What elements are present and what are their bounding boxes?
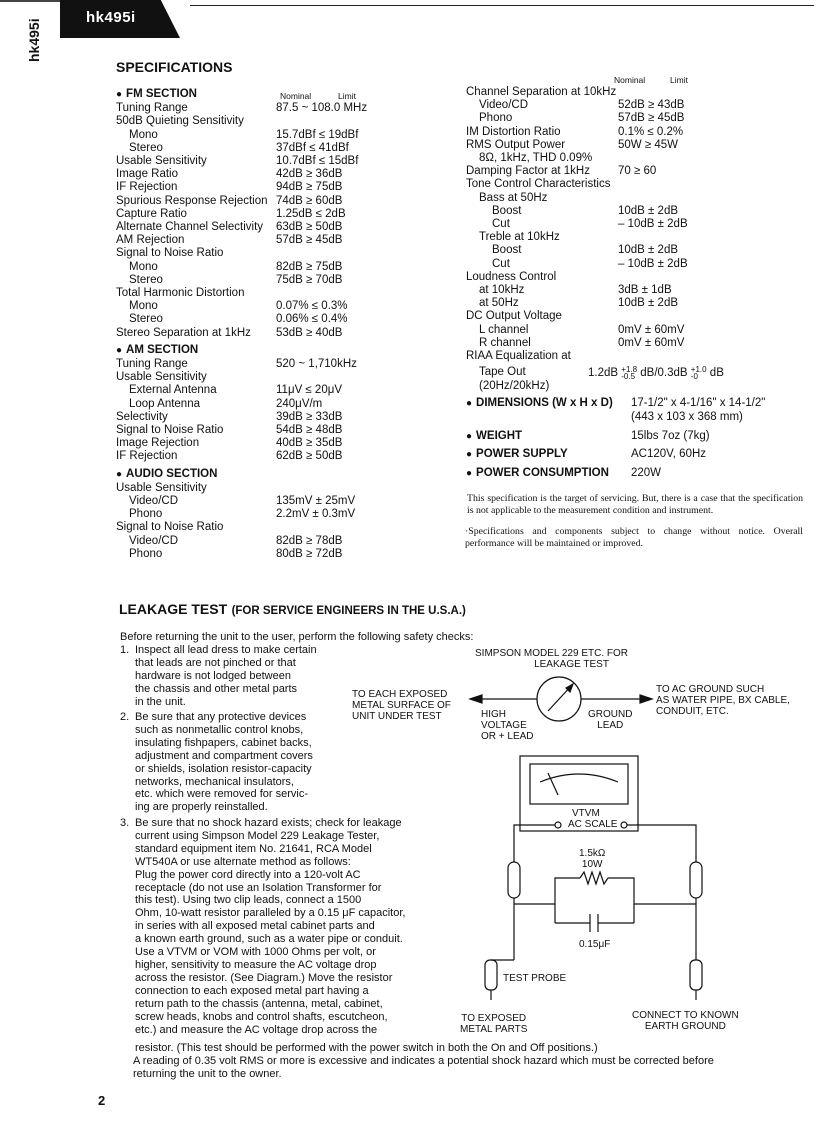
to-exposed-parts-label: TO EXPOSED METAL PARTS	[460, 1013, 528, 1035]
riaa-range: (20Hz/20kHz)	[479, 380, 550, 392]
riaa-v2-unit: dB	[709, 367, 724, 380]
fm-row-11-label: Signal to Noise Ratio	[116, 247, 224, 260]
riaa-v1-unit: dB/0.3dB	[640, 367, 688, 380]
leakage-title: LEAKAGE TEST	[119, 601, 228, 617]
right-row-18-label: L channel	[479, 323, 529, 336]
item3-line: current using Simpson Model 229 Leakage Tester,	[135, 829, 380, 842]
right-row-4-value: 50W ≥ 45W	[618, 138, 678, 151]
fm-row-5-value: 42dB ≥ 36dB	[276, 168, 343, 181]
fm-row-8-value: 1.25dB ≤ 2dB	[276, 207, 346, 220]
right-row-1-value: 52dB ≥ 43dB	[618, 99, 685, 112]
capacitor-label: 0.15μF	[579, 939, 611, 950]
leakage-conclusion	[135, 1042, 714, 1081]
right-row-3-label: IM Distortion Ratio	[466, 125, 561, 138]
power-consumption-label: ● POWER CONSUMPTION	[466, 467, 609, 480]
connect-earth-ground-label: CONNECT TO KNOWN EARTH GROUND	[632, 1010, 739, 1032]
tail-line: A reading of 0.35 volt RMS or more is excessive and indicates a potential shock hazard which must be corrected before	[133, 1054, 714, 1067]
audio-row-5-value: 80dB ≥ 72dB	[276, 547, 343, 560]
side-model-label: hk495i	[26, 18, 42, 62]
dimensions-label: ● DIMENSIONS (W x H x D)	[466, 397, 613, 410]
item2-number: 2.	[120, 711, 130, 723]
fm-row-4-value: 10.7dBf ≤ 15dBf	[276, 155, 359, 167]
right-row-9-label: Boost	[492, 204, 522, 217]
power-consumption-value: 220W	[631, 467, 662, 479]
ground-lead-label: GROUND LEAD	[588, 709, 633, 731]
am-row-4-value: 39dB ≥ 33dB	[276, 410, 343, 423]
am-row-7-value: 62dB ≥ 50dB	[276, 450, 343, 463]
item3-number: 3.	[120, 817, 130, 829]
item1-line: the chassis and other metal parts	[135, 682, 298, 695]
riaa-v2-minus: -0	[690, 372, 698, 381]
item3-line: higher, sensitivity to measure the AC voltage drop	[135, 958, 377, 971]
audio-row-4-value: 82dB ≥ 78dB	[276, 534, 343, 547]
right-row-3-value: 0.1% ≤ 0.2%	[618, 125, 684, 138]
am-row-3-label: Loop Antenna	[129, 397, 200, 410]
item2-line: adjustment and compartment covers	[135, 749, 313, 762]
left-probe-body	[508, 862, 520, 898]
item3-line: receptacle (do not use an Isolation Transformer for	[135, 881, 382, 894]
right-row-2-value: 57dB ≥ 45dB	[618, 112, 685, 125]
fm-row-6-value: 94dB ≥ 75dB	[276, 181, 343, 194]
fm-row-5-label: Image Ratio	[116, 168, 179, 181]
right-row-14-label: Loudness Control	[466, 270, 557, 283]
am-row-6-label: Image Rejection	[116, 437, 200, 450]
specifications-title: SPECIFICATIONS	[116, 59, 233, 75]
fm-row-15-label: Mono	[129, 300, 158, 313]
am-row-5-label: Signal to Noise Ratio	[116, 424, 224, 436]
top-left-rule	[0, 0, 60, 2]
high-voltage-label: HIGH VOLTAGE OR + LEAD	[481, 709, 534, 742]
fm-row-13-label: Stereo	[129, 273, 163, 286]
audio-row-4-label: Video/CD	[129, 534, 179, 547]
ac-scale-label: AC SCALE	[568, 819, 618, 830]
fm-row-9-value: 63dB ≥ 50dB	[276, 221, 343, 233]
am-row-3-value: 240μV/m	[276, 397, 323, 410]
am-row-0-label: Tuning Range	[116, 358, 188, 370]
right-row-11-label: Treble at 10kHz	[479, 231, 560, 244]
item2-line: ing are properly reinstalled.	[135, 801, 268, 814]
audio-row-1-value: 135mV ± 25mV	[276, 495, 356, 507]
item2-line: networks, mechanical insulators,	[135, 775, 294, 788]
item3-line: a known earth ground, such as a water pipe or conduit.	[135, 933, 403, 946]
fm-row-16-label: Stereo	[129, 313, 163, 326]
audio-row-2-label: Phono	[129, 508, 163, 521]
right-row-16-value: 10dB ± 2dB	[618, 297, 679, 310]
header-model: hk495i	[86, 9, 136, 26]
fm-row-8-label: Capture Ratio	[116, 207, 187, 220]
power-supply-value: AC120V, 60Hz	[631, 448, 707, 460]
fm-row-6-label: IF Rejection	[116, 181, 178, 194]
item3-line: this test). Using two clip leads, connect a 1500	[135, 894, 362, 907]
fm-row-16-value: 0.06% ≤ 0.4%	[276, 313, 348, 326]
to-ac-ground-label: TO AC GROUND SUCH AS WATER PIPE, BX CABLE, CONDUIT, ETC.	[656, 684, 790, 717]
item3-line: across the resistor. (See Diagram.) Move the resistor	[135, 971, 393, 984]
right-row-12-value: 10dB ± 2dB	[618, 244, 679, 257]
fm-row-10-label: AM Rejection	[116, 234, 185, 247]
fm-row-3-label: Stereo	[129, 141, 163, 154]
leakage-intro: Before returning the unit to the user, perform the following safety checks:	[120, 631, 474, 643]
riaa-v1-minus: -0.5	[621, 372, 636, 381]
fm-row-0-value: 87.5 ~ 108.0 MHz	[276, 102, 368, 115]
am-row-2-value: 11μV ≤ 20μV	[276, 384, 343, 397]
item3-line: screw heads, knobs and control shafts, escutcheon,	[135, 1010, 388, 1023]
riaa-v2-plus: +1.0	[690, 365, 707, 374]
am-row-7-label: IF Rejection	[116, 450, 178, 463]
right-row-5-label: 8Ω, 1kHz, THD 0.09%	[479, 152, 593, 164]
fm-row-2-label: Mono	[129, 128, 158, 141]
right-row-15-label: at 10kHz	[479, 284, 525, 296]
am-row-2-label: External Antenna	[129, 384, 217, 397]
item2-line: Be sure that any protective devices	[135, 711, 307, 723]
right-row-17-label: DC Output Voltage	[466, 310, 562, 323]
weight-value: 15lbs 7oz (7kg)	[631, 430, 710, 442]
item3-line: Use a VTVM or VOM with 1000 Ohms per volt, or	[135, 946, 376, 959]
right-arrow	[640, 695, 652, 703]
power-supply-label: ● POWER SUPPLY	[466, 448, 568, 461]
item1-line: that leads are not pinched or that	[135, 656, 296, 669]
item1-number: 1.	[120, 644, 130, 656]
item3-line: return path to the chassis (antenna, metal, cabinet,	[135, 997, 383, 1010]
riaa-tape-out-label: Tape Out	[479, 366, 526, 378]
audio-row-1-label: Video/CD	[129, 495, 179, 507]
leakage-title-row	[119, 601, 466, 619]
col-nominal-right: Nominal	[614, 75, 646, 85]
fm-row-12-value: 82dB ≥ 75dB	[276, 260, 343, 273]
vtvm-label: VTVM	[572, 808, 600, 819]
audio-row-0-label: Usable Sensitivity	[116, 481, 207, 494]
right-row-7-label: Tone Control Characteristics	[466, 178, 611, 191]
right-row-2-label: Phono	[479, 112, 513, 125]
right-row-4-label: RMS Output Power	[466, 138, 566, 151]
am-row-0-value: 520 ~ 1,710kHz	[276, 358, 357, 370]
fm-row-10-value: 57dB ≥ 45dB	[276, 234, 343, 247]
right-row-16-label: at 50Hz	[479, 297, 519, 310]
right-row-12-label: Boost	[492, 244, 522, 257]
to-exposed-surface-label: TO EACH EXPOSED METAL SURFACE OF UNIT UNDER TEST	[352, 689, 451, 722]
fm-row-14-label: Total Harmonic Distortion	[116, 287, 245, 299]
item3-line: Ohm, 10-watt resistor paralleled by a 0.15 μF capacitor,	[135, 907, 406, 920]
right-row-20-label: RIAA Equalization at	[466, 350, 571, 362]
am-row-5-value: 54dB ≥ 48dB	[276, 424, 343, 436]
spec-note-1: This specification is the target of servicing. But, there is a case that the specification is not applicable to the measurement condition and instrument.	[467, 493, 803, 516]
item2-line: insulating fishpapers, cabinet backs,	[135, 736, 312, 749]
item3-line: Plug the power cord directly into a 120-volt AC	[135, 868, 361, 881]
col-limit: Limit	[338, 91, 356, 101]
right-row-13-value: – 10dB ± 2dB	[618, 257, 688, 270]
riaa-v1: 1.2dB	[588, 367, 619, 380]
audio-row-5-label: Phono	[129, 547, 163, 560]
leakage-subtitle: (FOR SERVICE ENGINEERS IN THE U.S.A.)	[231, 605, 466, 617]
dimensions-metric: (443 x 103 x 368 mm)	[631, 411, 743, 423]
fm-row-7-value: 74dB ≥ 60dB	[276, 194, 343, 207]
audio-row-3-label: Signal to Noise Ratio	[116, 521, 224, 534]
item1-line: hardware is not lodged between	[135, 669, 291, 682]
right-row-1-label: Video/CD	[479, 99, 529, 112]
vtvm-meter-face	[530, 764, 628, 804]
item2-line: or shields, isolation resistor-capacity	[135, 762, 312, 775]
fm-row-12-label: Mono	[129, 260, 158, 273]
am-row-1-label: Usable Sensitivity	[116, 371, 207, 384]
dimensions-value: 17-1/2" x 4-1/16" x 14-1/2"	[631, 397, 766, 409]
am-row-6-value: 40dB ≥ 35dB	[276, 437, 343, 450]
right-row-8-label: Bass at 50Hz	[479, 191, 548, 204]
fm-row-2-value: 15.7dBf ≤ 19dBf	[276, 128, 359, 141]
right-row-10-value: – 10dB ± 2dB	[618, 218, 688, 230]
right-row-0-label: Channel Separation at 10kHz	[466, 86, 617, 98]
right-row-15-value: 3dB ± 1dB	[618, 284, 672, 296]
fm-row-17-value: 53dB ≥ 40dB	[276, 326, 343, 339]
item2-line: etc. which were removed for servic-	[135, 788, 308, 801]
spec-note-2: ·Specifications and components subject to change without notice. Overall performance will be maintained or improved.	[465, 526, 803, 549]
tail-line: resistor. (This test should be performed with the power switch in both the On and Off positions.)	[135, 1042, 598, 1054]
right-row-6-value: 70 ≥ 60	[618, 165, 657, 178]
item1-text	[135, 644, 317, 709]
col-limit-right: Limit	[670, 75, 688, 85]
am-row-4-label: Selectivity	[116, 410, 168, 423]
tail-line: returning the unit to the owner.	[133, 1067, 282, 1080]
resistor-label: 1.5kΩ 10W	[579, 848, 606, 870]
page-number: 2	[98, 1093, 106, 1108]
item1-line: Inspect all lead dress to make certain	[135, 644, 317, 656]
item3-line: WT540A or use alternate method as follows:	[135, 855, 351, 868]
item3-line: in series with all exposed metal cabinet parts and	[135, 920, 375, 933]
fm-row-4-label: Usable Sensitivity	[116, 155, 207, 167]
item3-line: Be sure that no shock hazard exists; check for leakage	[135, 817, 402, 829]
right-probe-body	[690, 862, 702, 898]
section-fm-label: ● FM SECTION	[116, 88, 197, 100]
test-probe	[485, 960, 497, 990]
fm-row-7-label: Spurious Response Rejection	[116, 194, 268, 207]
item3-line: connection to each exposed metal part having a	[135, 984, 369, 997]
fm-row-9-label: Alternate Channel Selectivity	[116, 221, 264, 233]
item3-text	[135, 817, 405, 1036]
left-arrow	[470, 695, 482, 703]
col-nominal: Nominal	[280, 91, 312, 101]
section-audio-label: ● AUDIO SECTION	[116, 468, 217, 480]
right-row-9-value: 10dB ± 2dB	[618, 204, 679, 217]
fm-row-13-value: 75dB ≥ 70dB	[276, 273, 343, 286]
fm-row-17-label: Stereo Separation at 1kHz	[116, 326, 251, 339]
right-row-13-label: Cut	[492, 257, 510, 270]
right-row-6-label: Damping Factor at 1kHz	[466, 165, 590, 178]
simpson-label: SIMPSON MODEL 229 ETC. FOR LEAKAGE TEST	[475, 648, 628, 670]
right-row-10-label: Cut	[492, 218, 510, 230]
right-row-18-value: 0mV ± 60mV	[618, 323, 685, 336]
audio-row-2-value: 2.2mV ± 0.3mV	[276, 508, 356, 521]
item1-line: in the unit.	[135, 695, 186, 708]
fm-row-15-value: 0.07% ≤ 0.3%	[276, 300, 348, 313]
riaa-v1-plus: +1.8	[621, 365, 638, 374]
fm-row-1-label: 50dB Quieting Sensitivity	[116, 115, 244, 128]
item2-text	[135, 711, 313, 814]
item2-line: such as nonmetallic control knobs,	[135, 723, 304, 736]
fm-row-3-value: 37dBf ≤ 41dBf	[276, 141, 349, 154]
top-rule	[190, 5, 814, 6]
riaa-tape-out-value	[588, 366, 724, 380]
right-row-19-value: 0mV ± 60mV	[618, 336, 685, 349]
fm-row-0-label: Tuning Range	[116, 102, 188, 115]
item3-line: standard equipment item No. 21641, RCA Model	[135, 842, 372, 855]
item3-line: etc.) and measure the AC voltage drop across the	[135, 1023, 378, 1036]
section-am-label: ● AM SECTION	[116, 344, 198, 356]
ground-clip	[690, 960, 702, 990]
test-probe-label: TEST PROBE	[503, 973, 567, 984]
weight-label: ● WEIGHT	[466, 430, 522, 443]
right-row-19-label: R channel	[479, 336, 531, 349]
